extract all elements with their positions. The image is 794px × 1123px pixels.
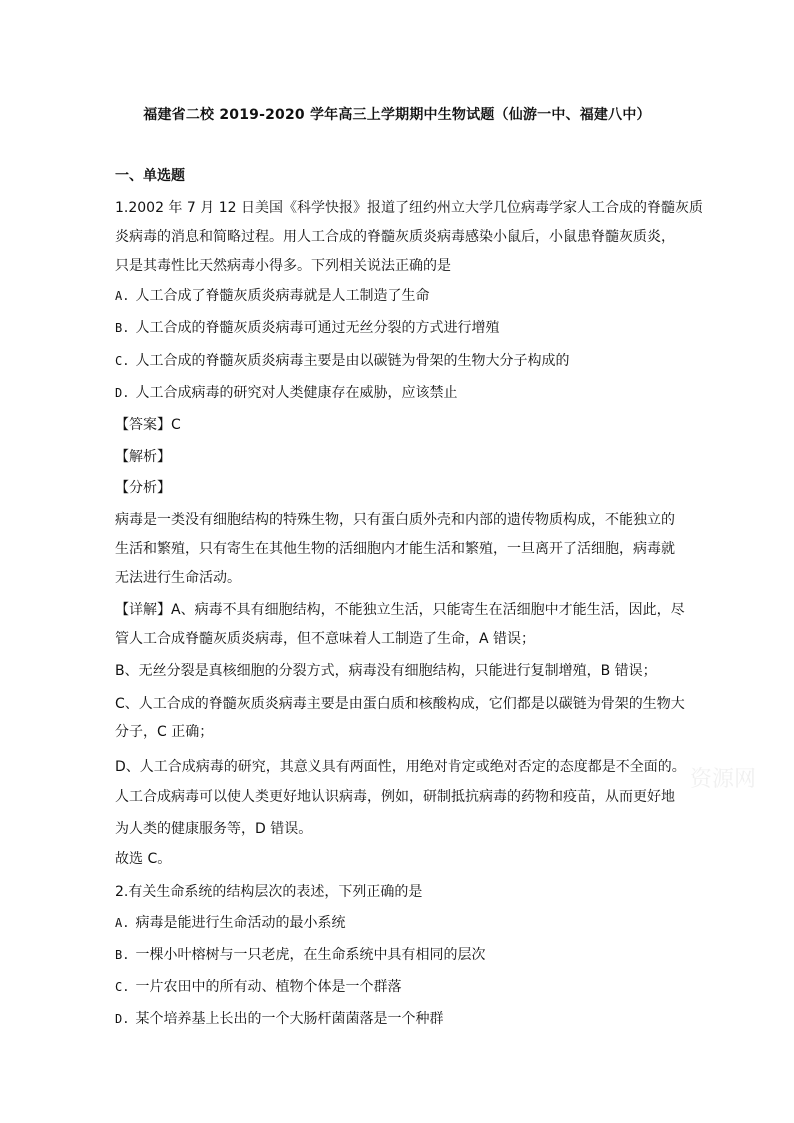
option-text: 人工合成的脊髓灰质炎病毒主要是由以碳链为骨架的生物大分子构成的: [135, 353, 570, 369]
detail-line: 人工合成病毒可以使人类更好地认识病毒，例如，研制抵抗病毒的药物和疫苗，从而更好地: [115, 789, 675, 805]
detail-line: B、无丝分裂是真核细胞的分裂方式，病毒没有细胞结构，只能进行复制增殖，B 错误；: [115, 663, 657, 679]
detail-line: 为人类的健康服务等，D 错误。: [115, 821, 313, 837]
option-text: 某个培养基上长出的一个大肠杆菌菌落是一个种群: [135, 1011, 444, 1027]
option-a: [115, 287, 429, 305]
option-label: D.: [115, 386, 130, 400]
option-label: B.: [115, 948, 130, 962]
option-text: 一棵小叶榕树与一只老虎，在生命系统中具有相同的层次: [135, 947, 486, 963]
fenxi-header: 【分析】: [115, 480, 171, 496]
detail-line: 【详解】A、病毒不具有细胞结构，不能独立生活，只能寄生在活细胞中才能生活，因此，尽: [115, 602, 685, 618]
option-text: 病毒是能进行生命活动的最小系统: [135, 915, 346, 931]
option-text: 人工合成了脊髓灰质炎病毒就是人工制造了生命: [135, 288, 430, 304]
option-label: B.: [115, 321, 130, 335]
option-text: 人工合成的脊髓灰质炎病毒可通过无丝分裂的方式进行增殖: [135, 320, 500, 336]
option-label: A.: [115, 289, 130, 303]
option-text: 一片农田中的所有动、植物个体是一个群落: [135, 979, 402, 995]
option-label: C.: [115, 354, 130, 368]
document-title: 福建省二校 2019-2020 学年高三上学期期中生物试题（仙游一中、福建八中）: [143, 107, 651, 123]
detail-line: 管人工合成脊髓灰质炎病毒，但不意味着人工制造了生命，A 错误；: [115, 631, 536, 647]
analysis-header: 【解析】: [115, 449, 171, 465]
option-a: [115, 914, 345, 932]
option-label: C.: [115, 980, 130, 994]
answer-line: 【答案】C: [115, 417, 181, 433]
option-d: [115, 384, 457, 402]
fenxi-line: 病毒是一类没有细胞结构的特殊生物，只有蛋白质外壳和内部的遗传物质构成，不能独立的: [115, 512, 675, 528]
watermark: 资源网: [690, 767, 757, 792]
section-header: 一、单选题: [115, 168, 185, 184]
detail-line: D、人工合成病毒的研究，其意义具有两面性，用绝对肯定或绝对否定的态度都是不全面的。: [115, 759, 686, 775]
fenxi-line: 无法进行生命活动。: [115, 570, 241, 586]
conclusion-line: 故选 C。: [115, 851, 172, 867]
fenxi-line: 生活和繁殖，只有寄生在其他生物的活细胞内才能生活和繁殖，一旦离开了活细胞，病毒就: [115, 541, 675, 557]
question-stem-line: 炎病毒的消息和简略过程。用人工合成的脊髓灰质炎病毒感染小鼠后，小鼠患脊髓灰质炎，: [115, 229, 675, 245]
option-b: [115, 946, 485, 964]
detail-line: C、人工合成的脊髓灰质炎病毒主要是由蛋白质和核酸构成，它们都是以碳链为骨架的生物大: [115, 696, 685, 712]
option-label: D.: [115, 1012, 130, 1026]
option-d: [115, 1010, 443, 1028]
detail-line: 分子，C 正确；: [115, 724, 214, 740]
question-stem-line: 只是其毒性比天然病毒小得多。下列相关说法正确的是: [115, 258, 451, 274]
option-label: A.: [115, 916, 130, 930]
option-c: [115, 978, 401, 996]
option-text: 人工合成病毒的研究对人类健康存在威胁，应该禁止: [135, 385, 458, 401]
option-b: [115, 319, 499, 337]
question-stem-line: 1.2002 年 7 月 12 日美国《科学快报》报道了纽约州立大学几位病毒学家人工合成的脊髓灰质: [115, 200, 703, 216]
question-stem-line: 2.有关生命系统的结构层次的表述，下列正确的是: [115, 884, 423, 900]
option-c: [115, 352, 569, 370]
